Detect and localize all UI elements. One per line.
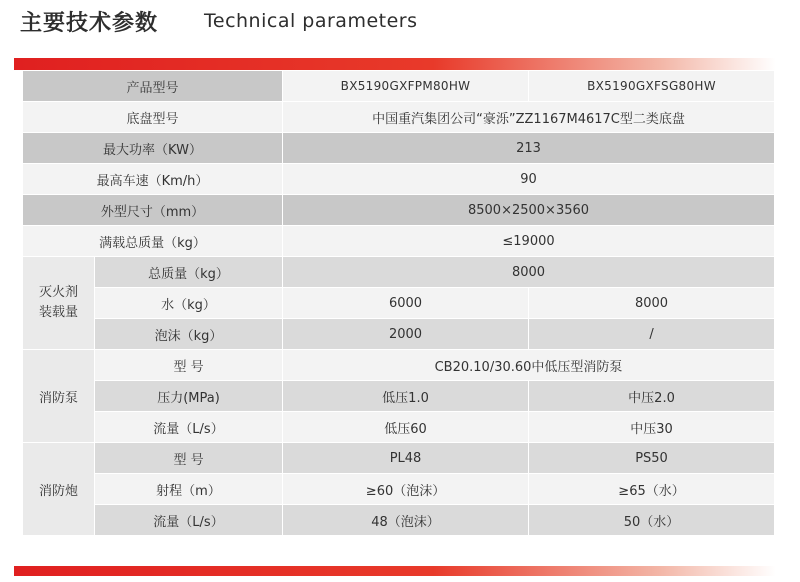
row-label: 流量（L/s） <box>95 412 283 443</box>
cell-value: 90 <box>283 164 775 195</box>
row-label: 射程（m） <box>95 474 283 505</box>
table-row <box>23 412 775 443</box>
row-label: 外型尺寸（mm） <box>23 195 283 226</box>
cell-value: PS50 <box>529 443 775 474</box>
cell-value: BX5190GXFPM80HW <box>283 71 529 102</box>
top-accent-bar <box>14 58 776 70</box>
table-row <box>23 164 775 195</box>
row-label: 泡沫（kg） <box>95 319 283 350</box>
group-label: 消防炮 <box>23 443 95 536</box>
row-label: 压力(MPa) <box>95 381 283 412</box>
cell-value: CB20.10/30.60中低压型消防泵 <box>283 350 775 381</box>
parameters-table <box>22 70 775 536</box>
cell-value: 48（泡沫） <box>283 505 529 536</box>
table-row <box>23 474 775 505</box>
table-row <box>23 226 775 257</box>
row-label: 满载总质量（kg） <box>23 226 283 257</box>
cell-value: 低压60 <box>283 412 529 443</box>
table-row <box>23 505 775 536</box>
cell-value: 8000 <box>529 288 775 319</box>
table-row <box>23 381 775 412</box>
row-label: 最大功率（KW） <box>23 133 283 164</box>
table-row <box>23 288 775 319</box>
cell-value: 8000 <box>283 257 775 288</box>
table-row <box>23 71 775 102</box>
table-row <box>23 443 775 474</box>
row-label: 总质量（kg） <box>95 257 283 288</box>
row-label: 流量（L/s） <box>95 505 283 536</box>
row-label: 最高车速（Km/h） <box>23 164 283 195</box>
row-label: 型 号 <box>95 443 283 474</box>
row-label: 底盘型号 <box>23 102 283 133</box>
page-title: 主要技术参数 <box>20 11 159 36</box>
table-row <box>23 257 775 288</box>
cell-value: ≤19000 <box>283 226 775 257</box>
cell-value: BX5190GXFSG80HW <box>529 71 775 102</box>
row-label: 型 号 <box>95 350 283 381</box>
cell-value: 213 <box>283 133 775 164</box>
table-row <box>23 350 775 381</box>
cell-value: ≥65（水） <box>529 474 775 505</box>
cell-value: 50（水） <box>529 505 775 536</box>
table-row <box>23 102 775 133</box>
bottom-accent-bar <box>14 566 776 576</box>
cell-value: 6000 <box>283 288 529 319</box>
table-row <box>23 195 775 226</box>
page-subtitle: Technical parameters <box>204 10 418 32</box>
table-row <box>23 319 775 350</box>
row-label: 产品型号 <box>23 71 283 102</box>
cell-value: / <box>529 319 775 350</box>
group-label: 灭火剂装载量 <box>23 257 95 350</box>
cell-value: 8500×2500×3560 <box>283 195 775 226</box>
table-row <box>23 133 775 164</box>
cell-value: 中压2.0 <box>529 381 775 412</box>
cell-value: 中国重汽集团公司“豪泺”ZZ1167M4617C型二类底盘 <box>283 102 775 133</box>
cell-value: 低压1.0 <box>283 381 529 412</box>
group-label: 消防泵 <box>23 350 95 443</box>
cell-value: 中压30 <box>529 412 775 443</box>
cell-value: 2000 <box>283 319 529 350</box>
cell-value: ≥60（泡沫） <box>283 474 529 505</box>
row-label: 水（kg） <box>95 288 283 319</box>
cell-value: PL48 <box>283 443 529 474</box>
